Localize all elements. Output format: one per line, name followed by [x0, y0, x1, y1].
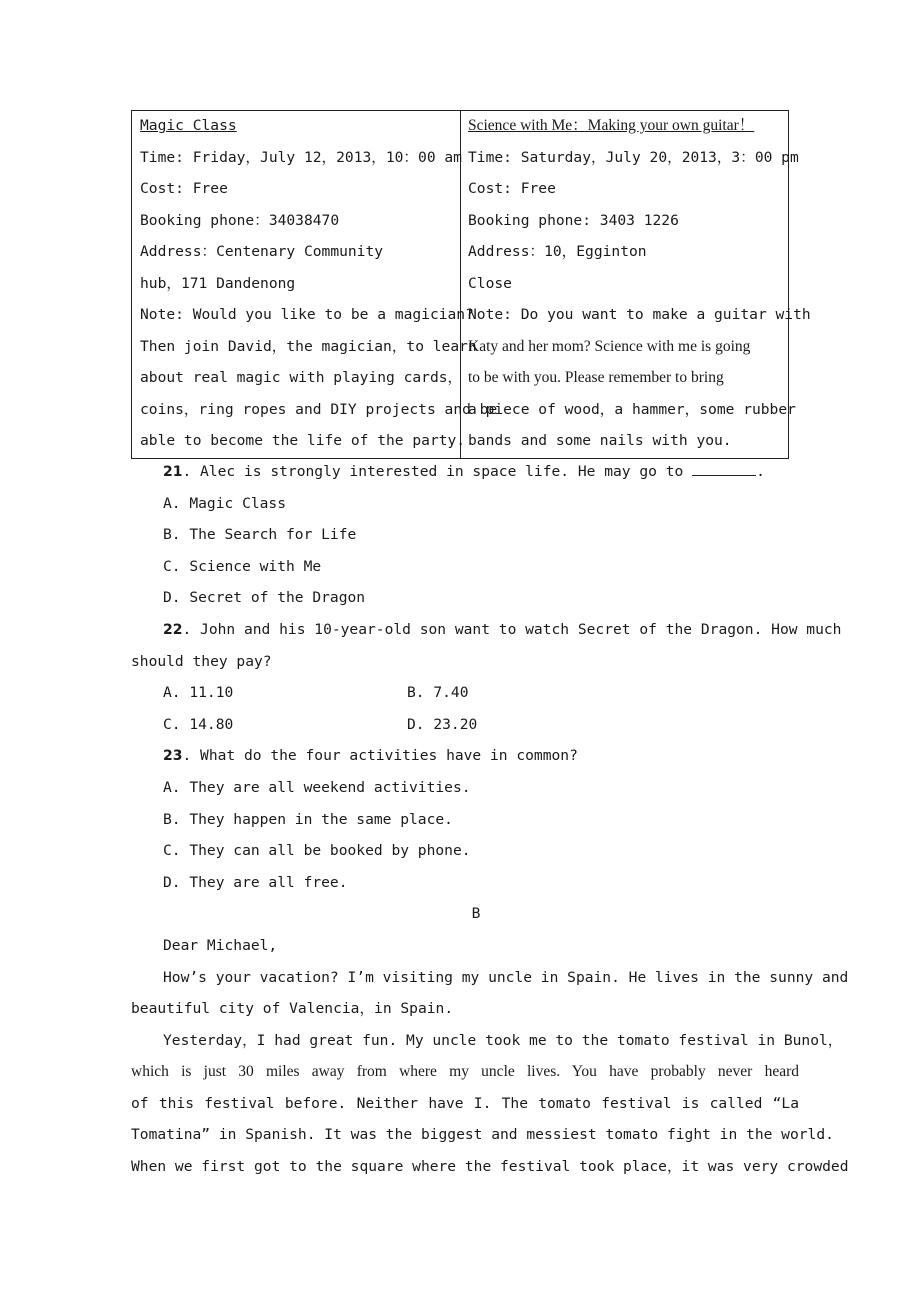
question-number: 21	[163, 464, 183, 480]
answer-option: C. Science with Me	[163, 557, 322, 575]
question-text-end: .	[756, 463, 765, 480]
letter-paragraph-line: When we first got to the square where the festival took place，it was very crowded	[131, 1158, 849, 1176]
question-text: . What do the four activities have in common?	[182, 747, 578, 765]
answer-options-row	[131, 712, 799, 744]
activity-note-line: to be with you. Please remember to bring	[468, 369, 724, 386]
question-text: . John and his 10-year-old son want to watch Secret of the Dragon. How much	[182, 620, 842, 638]
answer-option: D. They are all free.	[163, 873, 348, 891]
letter-paragraph-line: which is just 30 miles away from where my uncle lives. You have probably never heard	[131, 1063, 799, 1081]
answer-option: B. They happen in the same place.	[163, 810, 453, 828]
answer-option: B. The Search for Life	[163, 526, 357, 544]
questions-and-passage	[131, 459, 849, 1186]
activity-note-line: bands and some nails with you.	[468, 432, 732, 449]
activity-cost: Cost: Free	[140, 180, 228, 197]
letter-paragraph-line: Yesterday，I had great fun. My uncle took me to the tomato festival in Bunol，	[163, 1031, 843, 1049]
activity-note: Note: Do you want to make a guitar with	[468, 306, 811, 323]
activity-title: Science with Me：Making your own guitar！	[468, 117, 755, 134]
activity-address: Address：Centenary Community	[140, 243, 384, 260]
activity-title: Magic Class	[140, 117, 237, 134]
activity-note: Note: Would you like to be a magician?	[140, 306, 474, 323]
answer-option: B. 7.40	[407, 684, 469, 702]
activity-note-line: able to become the life of the party.	[140, 432, 466, 449]
letter-paragraph-line: How’s your vacation? I’m visiting my uncle in Spain. He lives in the sunny and	[163, 968, 849, 986]
activity-address: Address：10，Egginton	[468, 243, 647, 260]
answer-blank	[692, 459, 756, 476]
answer-options-row	[131, 680, 799, 712]
question-stem	[131, 743, 799, 775]
question-stem	[131, 459, 799, 491]
activity-note-line: a piece of wood，a hammer，some rubber	[468, 400, 796, 418]
answer-option: A. 11.10	[163, 684, 234, 702]
activities-table	[131, 110, 811, 459]
letter-paragraph-line: of this festival before. Neither have I. The tomato festival is called “La	[131, 1094, 799, 1112]
activity-note-line: Then join David，the magician，to learn	[140, 337, 477, 355]
activity-science-with-me	[461, 111, 811, 458]
activity-note-line: about real magic with playing cards，	[140, 369, 463, 386]
answer-option: D. Secret of the Dragon	[163, 589, 366, 607]
question-number: 23	[163, 748, 183, 765]
answer-option: D. 23.20	[407, 715, 478, 733]
question-stem	[131, 617, 842, 649]
activity-note-line: Katy and her mom? Science with me is going	[468, 337, 751, 355]
section-heading: B	[471, 905, 481, 923]
activity-time: Time: Saturday，July 20，2013，3：00 pm	[468, 148, 799, 166]
letter-salutation: Dear Michael,	[163, 936, 278, 954]
activity-address-cont: hub，171 Dandenong	[140, 274, 296, 292]
question-text-cont: should they pay?	[131, 652, 272, 670]
letter-paragraph-line: Tomatina” in Spanish. It was the biggest and messiest tomato fight in the world.	[131, 1126, 834, 1144]
activity-phone: Booking phone: 3403 1226	[468, 211, 679, 229]
activity-phone: Booking phone：34038470	[140, 211, 340, 229]
answer-option: A. They are all weekend activities.	[163, 778, 471, 796]
question-text: . Alec is strongly interested in space life. He may go to	[182, 463, 693, 480]
activity-note-line: coins，ring ropes and DIY projects and be	[140, 400, 498, 418]
activity-address-cont: Close	[468, 274, 512, 292]
answer-option: C. 14.80	[163, 715, 234, 733]
letter-paragraph-line: beautiful city of Valencia，in Spain.	[131, 1000, 454, 1018]
question-number: 22	[163, 621, 183, 638]
answer-option: A. Magic Class	[163, 494, 287, 512]
answer-option: C. They can all be booked by phone.	[163, 842, 471, 860]
activity-cost: Cost: Free	[468, 180, 556, 197]
activity-time: Time: Friday，July 12，2013，10：00 am	[140, 148, 462, 166]
